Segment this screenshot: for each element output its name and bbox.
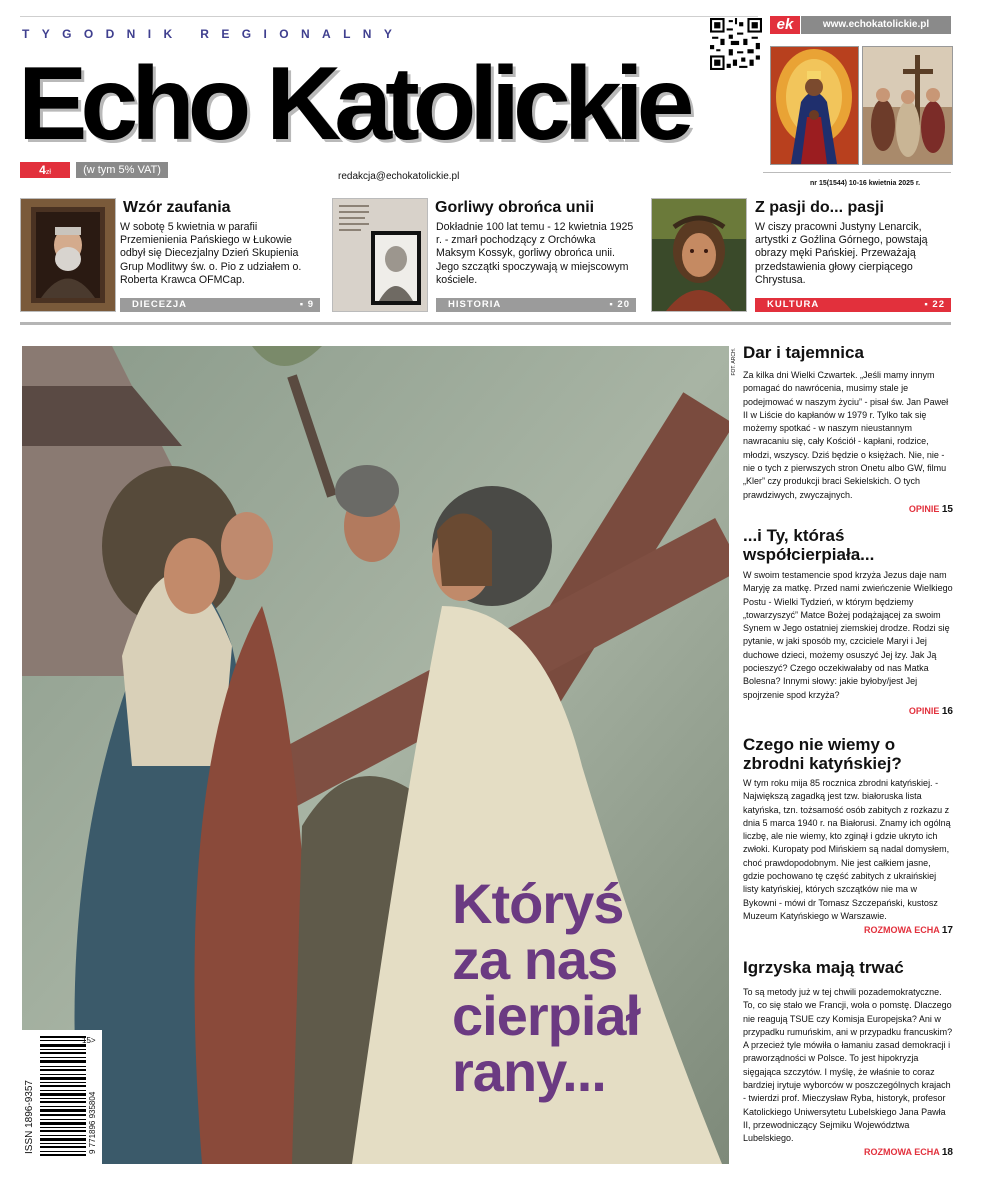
price-value: 4 bbox=[39, 163, 46, 177]
website-link[interactable]: www.echokatolickie.pl bbox=[801, 16, 951, 34]
sidebar-article-1-page: 15 bbox=[941, 503, 953, 515]
sidebar-article-4-title[interactable]: Igrzyska mają trwać bbox=[743, 958, 904, 977]
section-page-historia: ▪ 20 bbox=[609, 299, 630, 310]
section-page-diecezja: ▪ 9 bbox=[299, 299, 314, 310]
section-label-kultura: KULTURA bbox=[767, 299, 820, 310]
weekly-label: TYGODNIK REGIONALNY bbox=[22, 27, 405, 41]
sidebar-article-3-title[interactable]: Czego nie wiemy o zbrodni katyńskiej? bbox=[743, 735, 902, 773]
photo-credit: FOT. ARCH. bbox=[731, 348, 737, 376]
issue-rule bbox=[763, 172, 951, 173]
sidebar-article-4[interactable] bbox=[743, 958, 953, 1158]
sidebar-article-3-ref[interactable] bbox=[743, 925, 953, 936]
sidebar-article-3[interactable] bbox=[743, 735, 953, 936]
teaser-body-kultura: W ciszy pracowni Justyny Lenarcik, artystki z Goźlina Górnego, powstają obrazy męki Pańskiej. Przeważają przedstawienia głowy cierpiącego Chrystusa. bbox=[755, 221, 928, 286]
section-bar-kultura[interactable] bbox=[755, 298, 951, 312]
section-divider bbox=[20, 322, 951, 325]
section-bar-diecezja[interactable] bbox=[120, 298, 320, 312]
christ-painting-photo[interactable] bbox=[651, 198, 747, 312]
teaser-body-diecezja: W sobotę 5 kwietnia w parafii Przemienienia Pańskiego w Łukowie odbył się Diecezjalny Dzień Skupienia Grup Modlitwy św. o. Pio z udziałem o. Roberta Krawca OFMCap. bbox=[120, 221, 302, 286]
main-headline-line-1: Któryś bbox=[452, 872, 624, 935]
issn-label: ISSN 1896-9357 bbox=[24, 1080, 35, 1154]
email-link[interactable]: redakcja@echokatolickie.pl bbox=[338, 171, 460, 182]
vat-badge: (w tym 5% VAT) bbox=[76, 162, 168, 178]
price-badge bbox=[20, 162, 70, 178]
qr-code-icon[interactable] bbox=[710, 18, 762, 70]
ek-logo: ek bbox=[770, 16, 800, 34]
barcode-number: 9 771896 935804 bbox=[88, 1091, 97, 1154]
section-label-diecezja: DIECEZJA bbox=[132, 299, 187, 310]
main-headline-line-3: cierpiał bbox=[452, 984, 641, 1047]
barcode-icon bbox=[40, 1036, 86, 1156]
sidebar-article-1-title[interactable]: Dar i tajemnica bbox=[743, 343, 864, 362]
sidebar-article-2[interactable] bbox=[743, 526, 953, 717]
kossyk-photo[interactable] bbox=[332, 198, 428, 312]
sidebar-article-2-section: OPINIE bbox=[908, 705, 940, 716]
sidebar-article-4-ref[interactable] bbox=[743, 1147, 953, 1158]
sidebar-article-1-section: OPINIE bbox=[908, 503, 940, 514]
issue-number: nr 15(1544) 10-16 kwietnia 2025 r. bbox=[810, 180, 921, 187]
sidebar-article-4-body: To są metody już w tej chwili pozademokratyczne. To, co się stało we Francji, woła o pomstę. Dlaczego nie reagują TSUE czy Komisja Europejska? Ani w przypadku rumuńskim, ani w przypadku francuskim? A przecież tyle mówiła o łamaniu zasad demokracji i praworządności w Polsce. To jest hipokryzja sięgająca szczytów. I myślę, że właśnie to coraz bardziej irytuje wyborców w poszczególnych krajach - twierdzi prof. Mieczysław Ryba, historyk, profesor Katolickiego Uniwersytetu Lubelskiego Jana Pawła II, przewodniczący Sejmiku Województwa Lubelskiego. bbox=[743, 987, 953, 1144]
sidebar-article-4-section: ROZMOWA ECHA bbox=[864, 1146, 940, 1157]
section-label-historia: HISTORIA bbox=[448, 299, 502, 310]
section-page-kultura: ▪ 22 bbox=[924, 299, 945, 310]
teaser-title-kultura[interactable]: Z pasji do... pasji bbox=[755, 199, 884, 216]
main-headline-line-4: rany... bbox=[452, 1040, 606, 1103]
top-rule bbox=[20, 16, 758, 17]
price-currency: zł bbox=[45, 169, 51, 176]
main-headline[interactable] bbox=[452, 872, 641, 1103]
stations-painting-image bbox=[862, 46, 953, 165]
sidebar-article-2-ref[interactable] bbox=[743, 706, 953, 717]
teaser-title-historia[interactable]: Gorliwy obrońca unii bbox=[435, 199, 595, 216]
sidebar-article-2-page: 16 bbox=[941, 705, 953, 717]
sidebar-article-1-ref[interactable] bbox=[743, 504, 953, 515]
barcode-issue: 15> bbox=[82, 1036, 96, 1045]
masthead-title: Echo Katolickie bbox=[18, 46, 688, 162]
madonna-icon-image bbox=[770, 46, 859, 165]
sidebar-article-2-body: W swoim testamencie spod krzyża Jezus daje nam Maryję za matkę. Przed nami zwieńczenie Wielkiego Postu - Wielki Tydzień, w którym będziemy „towarzyszyć” Matce Bożej podążającej za swoim Synem w Jego ostatniej ziemskiej drodze. Rodzi się pytanie, w jaki sposób my, czciciele Maryi i Jej duchowe dzieci, możemy osuszyć Jej łzy. Jak Ją pocieszyć? Czego oczekiwałaby od nas Matka Bolesna? Innymi słowy: jakie byłoby/jest Jej spojrzenie spod krzyża? bbox=[743, 570, 953, 700]
sidebar-article-1-body: Za kilka dni Wielki Czwartek. „Jeśli mamy innym pomagać do nawrócenia, musimy stale je podejmować w naszym życiu” - pisał św. Jan Paweł II w Liście do kapłanów w 1979 r. Tylko tak się możemy spotkać - w naszym nieustannym nawracaniu się, cały Kościół - kapłani, rodzice, młodzi, wszyscy. Dziś będzie o księżach. Nie, nie - nie o tych z pierwszych stron Onetu albo GW, filmu „Kler” czy produkcji braci Sekielskich. O tych prawdziwych, zwyczajnych. bbox=[743, 370, 949, 500]
padre-pio-photo[interactable] bbox=[20, 198, 116, 312]
sidebar-article-4-page: 18 bbox=[941, 1146, 953, 1158]
sidebar-article-3-section: ROZMOWA ECHA bbox=[864, 925, 940, 936]
sidebar-article-2-title[interactable]: ...i Ty, któraś współcierpiała... bbox=[743, 526, 875, 564]
main-headline-line-2: za nas bbox=[452, 928, 618, 991]
teaser-title-diecezja[interactable]: Wzór zaufania bbox=[123, 199, 231, 216]
barcode-box bbox=[22, 1030, 102, 1165]
section-bar-historia[interactable] bbox=[436, 298, 636, 312]
teaser-body-historia: Dokładnie 100 lat temu - 12 kwietnia 1925 r. - zmarł pochodzący z Orchówka Maksym Kossyk, gorliwy obrońca unii. Jego szczątki spoczywają w miejscowym kościele. bbox=[436, 221, 634, 286]
sidebar-article-3-page: 17 bbox=[941, 925, 953, 937]
sidebar-article-1[interactable] bbox=[743, 343, 953, 515]
sidebar-article-3-body: W tym roku mija 85 rocznica zbrodni katyńskiej. - Największą zagadką jest tzw. białoruska lista katyńska, tzn. tożsamość osób zabitych z rozkazu z dnia 5 marca 1940 r. na Białorusi. Znamy ich ogólną liczbę, ale nie wiemy, kto zginął i gdzie ukryto ich zwłoki. Kuropaty pod Mińskiem są nadal domysłem, choć prawdopodobnym. Nie jest całkiem jasne, gdzie pochowano tę część zabitych z ukraińskiej listy katyńskiej, których szczątków nie ma w Bykowni - mówi dr Tomasz Szczepański, kustosz Muzeum Katyńskiego w Warszawie. bbox=[743, 778, 951, 921]
